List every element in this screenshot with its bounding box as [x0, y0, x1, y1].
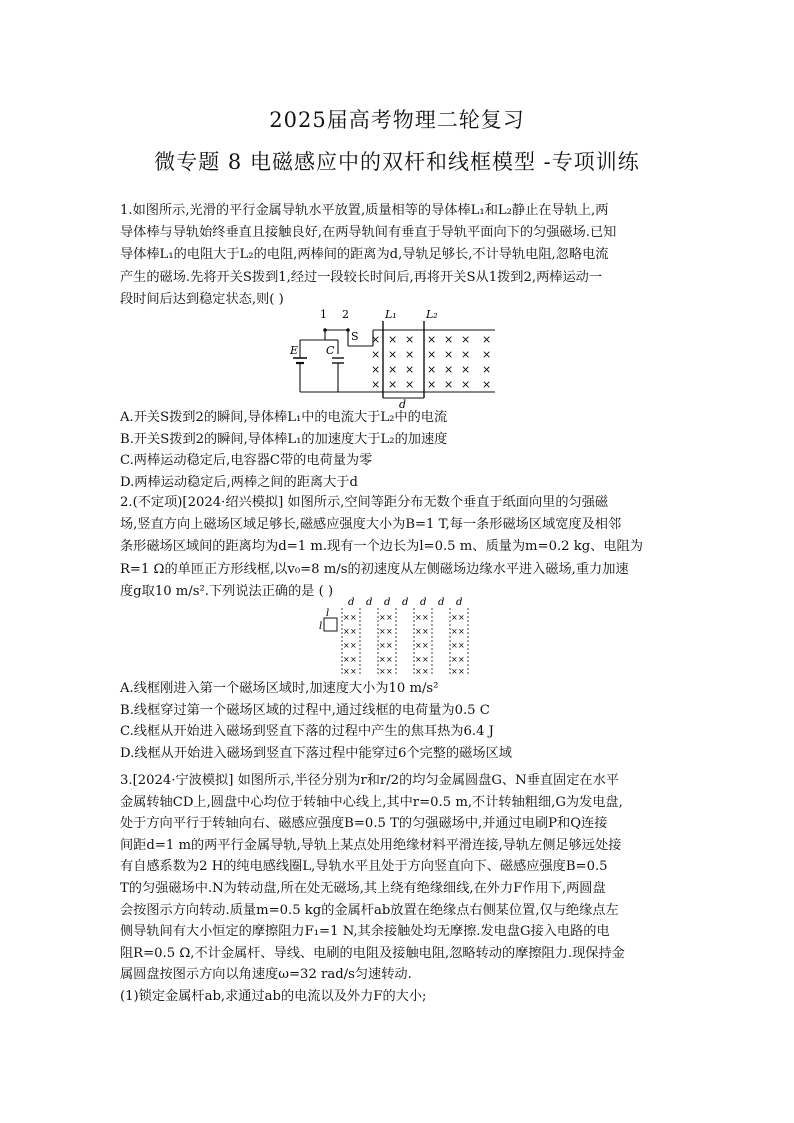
- field-cross-mark: ×: [451, 613, 458, 622]
- label-E: E: [290, 344, 299, 357]
- field-cross-mark: ×: [386, 641, 393, 650]
- q2-magnetic-strips-figure: [320, 596, 480, 678]
- field-cross-mark: ×: [415, 667, 422, 676]
- field-cross-mark: ×: [405, 378, 415, 391]
- field-cross-mark: ×: [482, 333, 492, 346]
- field-cross-mark: ×: [415, 641, 422, 650]
- q3-line: 阻R=0.5 Ω,不计金属杆、导线、电刷的电阻及接触电阻,忽略转动的摩擦阻力.现保持金: [120, 945, 625, 961]
- field-cross-mark: ×: [343, 641, 350, 650]
- field-cross-mark: ×: [458, 667, 465, 676]
- q3-line: (1)锁定金属杆ab,求通过ab的电流以及外力F的大小;: [120, 988, 427, 1004]
- field-cross-mark: ×: [379, 613, 386, 622]
- q2-option-b: B.线框穿过第一个磁场区域的过程中,通过线框的电荷量为0.5 C: [120, 702, 490, 718]
- label-1: 1: [320, 308, 327, 321]
- field-cross-mark: ×: [343, 627, 350, 636]
- q1-line: 产生的磁场.先将开关S拨到1,经过一段较长时间后,再将开关S从1拨到2,两棒运动一: [120, 269, 603, 285]
- field-cross-mark: ×: [458, 627, 465, 636]
- q1-option-c: C.两棒运动稳定后,电容器C带的电荷量为零: [120, 453, 373, 468]
- q3-line: 有自感系数为2 H的纯电感线圈L,导轨水平且处于方向竖直向下、磁感应强度B=0.5: [120, 859, 608, 875]
- label-d: d: [402, 597, 409, 608]
- q3-line: 属圆盘按图示方向以角速度ω=32 rad/s匀速转动.: [120, 967, 412, 983]
- field-cross-mark: ×: [379, 655, 386, 664]
- label-d: d: [438, 597, 445, 608]
- label-d: d: [456, 597, 463, 608]
- q3-line: 3.[2024·宁波模拟] 如图所示,半径分别为r和r/2的均匀金属圆盘G、N垂直固定在水平: [120, 773, 619, 788]
- field-cross-mark: ×: [379, 667, 386, 676]
- square-coil: [324, 618, 337, 631]
- field-cross-mark: ×: [444, 378, 454, 391]
- field-cross-mark: ×: [482, 378, 492, 391]
- q3-line: 会按图示方向转动.质量m=0.5 kg的金属杆ab放置在绝缘点右侧某位置,仅与绝缘点左: [120, 902, 619, 918]
- label-L2: L₂: [426, 308, 438, 321]
- field-cross-mark: ×: [388, 333, 398, 346]
- page-title: 2025届高考物理二轮复习: [269, 108, 525, 132]
- field-cross-mark: ×: [422, 667, 429, 676]
- field-cross-mark: ×: [461, 363, 471, 376]
- field-cross-mark: ×: [379, 627, 386, 636]
- question-1-stem: [120, 200, 680, 311]
- q2-option-a: A.线框刚进入第一个磁场区域时,加速度大小为10 m/s²: [120, 681, 439, 696]
- field-cross-mark: ×: [388, 348, 398, 361]
- field-cross-mark: ×: [444, 363, 454, 376]
- field-cross-mark: ×: [422, 613, 429, 622]
- label-L1: L₁: [385, 308, 397, 321]
- field-cross-mark: ×: [405, 363, 415, 376]
- field-cross-mark: ×: [343, 613, 350, 622]
- field-cross-mark: ×: [415, 613, 422, 622]
- q2-line: 条形磁场区域间的距离均为d=1 m.现有一个边长为l=0.5 m、质量为m=0.2 kg、电阻为: [120, 539, 643, 555]
- field-cross-mark: ×: [458, 655, 465, 664]
- field-cross-mark: ×: [350, 667, 357, 676]
- field-cross-mark: ×: [386, 627, 393, 636]
- field-cross-mark: ×: [461, 348, 471, 361]
- field-cross-mark: ×: [350, 641, 357, 650]
- q1-option-b: B.开关S拨到2的瞬间,导体棒L₁的加速度大于L₂的加速度: [120, 431, 448, 447]
- q3-line: T的匀强磁场中.N为转动盘,所在处无磁场,其上绕有绝缘细线,在外力F作用下,两圆盘: [120, 880, 606, 896]
- page-subtitle: 微专题 8 电磁感应中的双杆和线框模型 -专项训练: [154, 150, 640, 174]
- q2-option-d: D.线框从开始进入磁场到竖直下落过程中能穿过6个完整的磁场区域: [120, 745, 512, 761]
- q1-option-a: A.开关S拨到2的瞬间,导体棒L₁中的电流大于L₂中的电流: [120, 410, 448, 425]
- field-cross-mark: ×: [371, 333, 381, 346]
- field-cross-mark: ×: [451, 667, 458, 676]
- field-cross-mark: ×: [388, 363, 398, 376]
- field-cross-mark: ×: [482, 348, 492, 361]
- field-cross-mark: ×: [458, 641, 465, 650]
- field-cross-mark: ×: [371, 363, 381, 376]
- field-cross-mark: ×: [422, 655, 429, 664]
- q3-line: 金属转轴CD上,圆盘中心均位于转轴中心线上,其中r=0.5 m,不计转轴粗细,G为发电盘,: [120, 794, 623, 810]
- label-l-side: l: [319, 621, 323, 632]
- field-cross-mark: ×: [427, 333, 437, 346]
- field-cross-mark: ×: [451, 641, 458, 650]
- q1-line: 导体棒与导轨始终垂直且接触良好,在两导轨间有垂直于导轨平面向下的匀强磁场.已知: [120, 225, 617, 241]
- field-cross-mark: ×: [350, 613, 357, 622]
- field-cross-mark: ×: [343, 667, 350, 676]
- field-cross-mark: ×: [444, 333, 454, 346]
- q2-line: R=1 Ω的单匝正方形线框,以v₀=8 m/s的初速度从左侧磁场边缘水平进入磁场,重力加速: [120, 561, 629, 577]
- q3-line: 处于方向平行于转轴向右、磁感应强度B=0.5 T的匀强磁场中,并通过电刷P和Q连接: [120, 816, 608, 832]
- field-cross-mark: ×: [388, 378, 398, 391]
- label-2: 2: [342, 308, 349, 321]
- label-C: C: [326, 344, 335, 357]
- q1-option-d: D.两棒运动稳定后,两棒之间的距离大于d: [120, 474, 358, 490]
- field-cross-mark: ×: [444, 348, 454, 361]
- field-cross-mark: ×: [427, 363, 437, 376]
- q1-magnetic-field: [371, 333, 491, 391]
- label-d: d: [399, 398, 407, 411]
- q2-line: 场,竖直方向上磁场区域足够长,磁感应强度大小为B=1 T,每一条形磁场区域宽度及相邻: [120, 517, 622, 533]
- field-cross-mark: ×: [451, 655, 458, 664]
- switch-terminal-2: [346, 328, 350, 332]
- field-cross-mark: ×: [386, 613, 393, 622]
- field-cross-mark: ×: [405, 348, 415, 361]
- label-d: d: [348, 597, 355, 608]
- q1-line: 导体棒L₁的电阻大于L₂的电阻,两棒间的距离为d,导轨足够长,不计导轨电阻,忽略电流: [120, 247, 609, 263]
- switch-terminal-1: [323, 328, 327, 332]
- label-S: S: [351, 330, 359, 343]
- field-cross-mark: ×: [386, 667, 393, 676]
- q2-line: 2.(不定项)[2024·绍兴模拟] 如图所示,空间等距分布无数个垂直于纸面向里的匀强磁: [120, 495, 609, 510]
- field-cross-mark: ×: [422, 627, 429, 636]
- q2-option-c: C.线框从开始进入磁场到竖直下落的过程中产生的焦耳热为6.4 J: [120, 724, 494, 739]
- field-cross-mark: ×: [415, 655, 422, 664]
- label-d: d: [420, 597, 427, 608]
- q2-line: 度g取10 m/s².下列说法正确的是 ( ): [120, 583, 334, 599]
- question-1-options: [120, 407, 680, 493]
- field-cross-mark: ×: [405, 333, 415, 346]
- field-cross-mark: ×: [371, 348, 381, 361]
- q3-line: 间距d=1 m的两平行金属导轨,导轨上某点处用绝缘材料平滑连接,导轨左侧足够远处接: [120, 837, 622, 853]
- field-cross-mark: ×: [350, 655, 357, 664]
- field-cross-mark: ×: [343, 655, 350, 664]
- question-2-stem: [120, 492, 680, 603]
- question-3-stem: [120, 770, 680, 1008]
- label-l-top: l: [326, 608, 330, 619]
- q1-line: 1.如图所示,光滑的平行金属导轨水平放置,质量相等的导体棒L₁和L₂静止在导轨上,两: [120, 203, 609, 218]
- field-cross-mark: ×: [427, 348, 437, 361]
- q3-line: 侧导轨间有大小恒定的摩擦阻力F₁=1 N,其余接触处均无摩擦.发电盘G接入电路的电: [120, 924, 610, 940]
- field-cross-mark: ×: [350, 627, 357, 636]
- field-cross-mark: ×: [379, 641, 386, 650]
- label-d: d: [366, 597, 373, 608]
- q1-circuit-figure: [290, 306, 505, 410]
- question-2-options: [120, 678, 680, 764]
- field-cross-mark: ×: [427, 378, 437, 391]
- label-d: d: [384, 597, 391, 608]
- field-cross-mark: ×: [415, 627, 422, 636]
- field-cross-mark: ×: [482, 363, 492, 376]
- field-cross-mark: ×: [461, 378, 471, 391]
- field-cross-mark: ×: [461, 333, 471, 346]
- field-cross-mark: ×: [386, 655, 393, 664]
- field-cross-mark: ×: [451, 627, 458, 636]
- field-cross-mark: ×: [458, 613, 465, 622]
- field-cross-mark: ×: [422, 641, 429, 650]
- q1-line: 段时间后达到稳定状态,则( ): [120, 291, 284, 307]
- field-cross-mark: ×: [371, 378, 381, 391]
